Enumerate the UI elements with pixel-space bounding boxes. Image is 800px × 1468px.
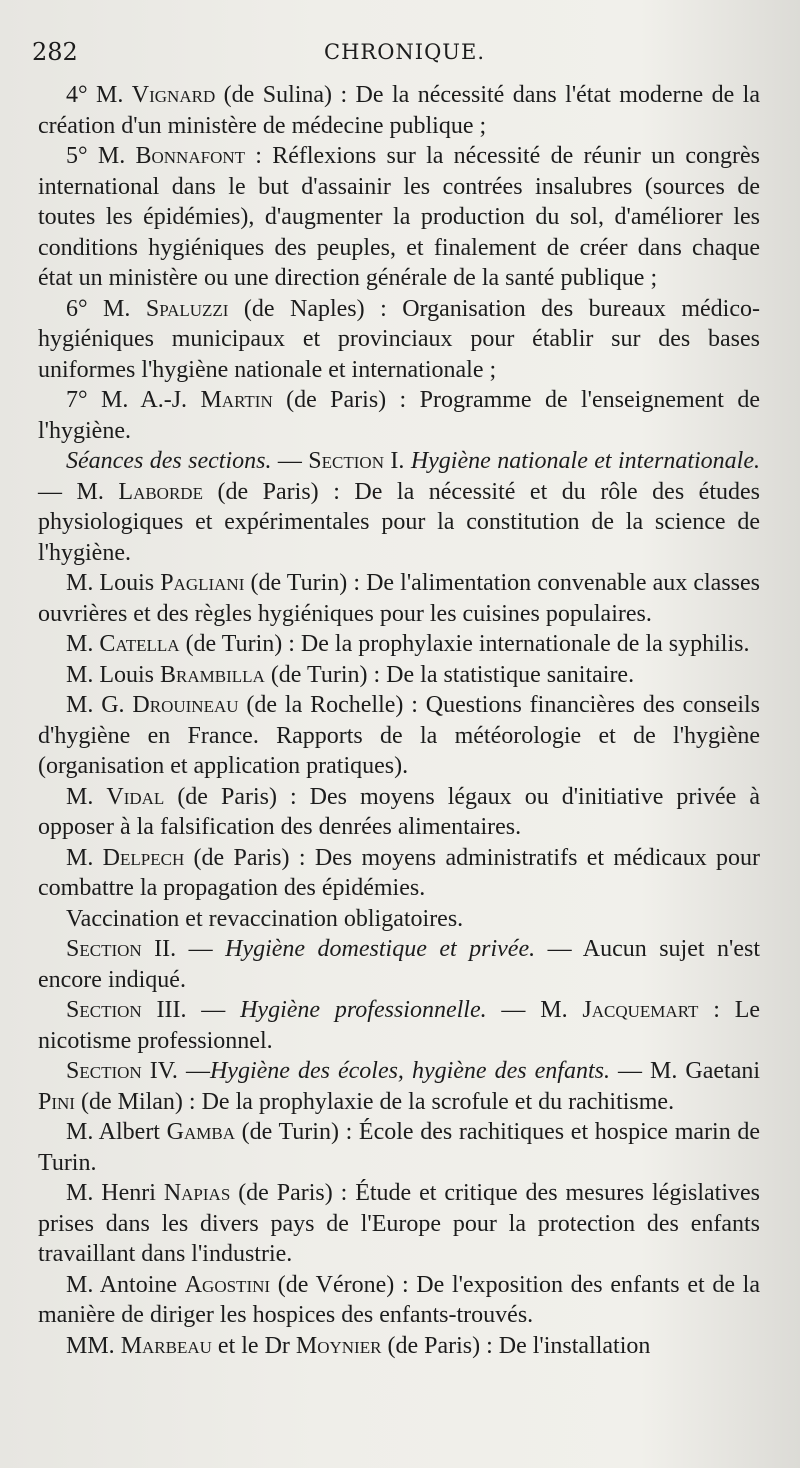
paragraph-sections-intro: Séances des sections. — Section I. Hygiène nationale et internationale. — M. Laborde (de Paris) : De la nécessité et du rôle des études physiologiques et expérimentales pour la constitution de la science de l'hygiène. (38, 448, 760, 566)
body-text (38, 80, 760, 1361)
paragraph-delpech: M. Delpech (de Paris) : Des moyens administratifs et médicaux pour combattre la propagation des épidémies. (38, 844, 761, 901)
paragraph-gamba: M. Albert Gamba (de Turin) : École des rachitiques et hospice marin de Turin. (38, 1119, 761, 1176)
running-head: CHRONIQUE. (324, 40, 485, 64)
page-header (32, 38, 754, 74)
paragraph-section-4: Section IV. —Hygiène des écoles, hygiène des enfants. — M. Gaetani Pini (de Milan) : De la prophylaxie de la scrofule et du rachitisme. (38, 1058, 761, 1115)
paragraph-pagliani: M. Louis Pagliani (de Turin) : De l'alimentation convenable aux classes ouvrières et des règles hygiéniques pour les cuisines populaires. (38, 570, 760, 627)
paragraph-spaluzzi: 6° M. Spaluzzi (de Naples) : Organisation des bureaux médico-hygiéniques municipaux et provinciaux pour établir sur des bases uniformes l'hygiène nationale et internationale ; (38, 295, 760, 383)
paragraph-brambilla: M. Louis Brambilla (de Turin) : De la statistique sanitaire. (66, 661, 635, 688)
paragraph-napias: M. Henri Napias (de Paris) : Étude et critique des mesures législatives prises dans les divers pays de l'Europe pour la protection des enfants travaillant dans l'industrie. (38, 1180, 760, 1267)
paragraph-vignard: 4° M. Vignard (de Sulina) : De la nécessité dans l'état moderne de la création d'un ministère de médecine publique ; (38, 82, 760, 139)
page-number: 282 (32, 38, 78, 66)
paragraph-catella: M. Catella (de Turin) : De la prophylaxie internationale de la syphilis. (66, 631, 750, 657)
paragraph-agostini: M. Antoine Agostini (de Vérone) : De l'exposition des enfants et de la manière de diriger les hospices des enfants-trouvés. (38, 1271, 760, 1328)
paragraph-martin: 7° M. A.-J. Martin (de Paris) : Programme de l'enseignement de l'hygiène. (38, 387, 761, 444)
paragraph-vaccination: Vaccination et revaccination obligatoires. (66, 905, 464, 932)
paragraph-bonnafont: 5° M. Bonnafont : Réflexions sur la nécessité de réunir un congrès international dans le but d'assainir les contrées insalubres (sources de toutes les épidémies), d'augmenter la production du sol, d'améliorer les conditions hygiéniques des peuples, et finalement de créer dans chaque état un ministère ou une direction générale de la santé publique ; (38, 143, 761, 291)
paragraph-section-2: Section II. — Hygiène domestique et privée. — Aucun sujet n'est encore indiqué. (38, 936, 761, 993)
paragraph-drouineau: M. G. Drouineau (de la Rochelle) : Questions financières des conseils d'hygiène en France. Rapports de la météorologie et de l'hygiène (organisation et application pratiques). (38, 692, 761, 779)
paragraph-section-3: Section III. — Hygiène professionnelle. — M. Jacquemart : Le nicotisme professionnel. (38, 997, 761, 1054)
paragraph-marbeau-moynier: MM. Marbeau et le Dr Moynier (de Paris) : De l'installation (66, 1332, 651, 1359)
paragraph-vidal: M. Vidal (de Paris) : Des moyens légaux ou d'initiative privée à opposer à la falsification des denrées alimentaires. (38, 783, 760, 840)
